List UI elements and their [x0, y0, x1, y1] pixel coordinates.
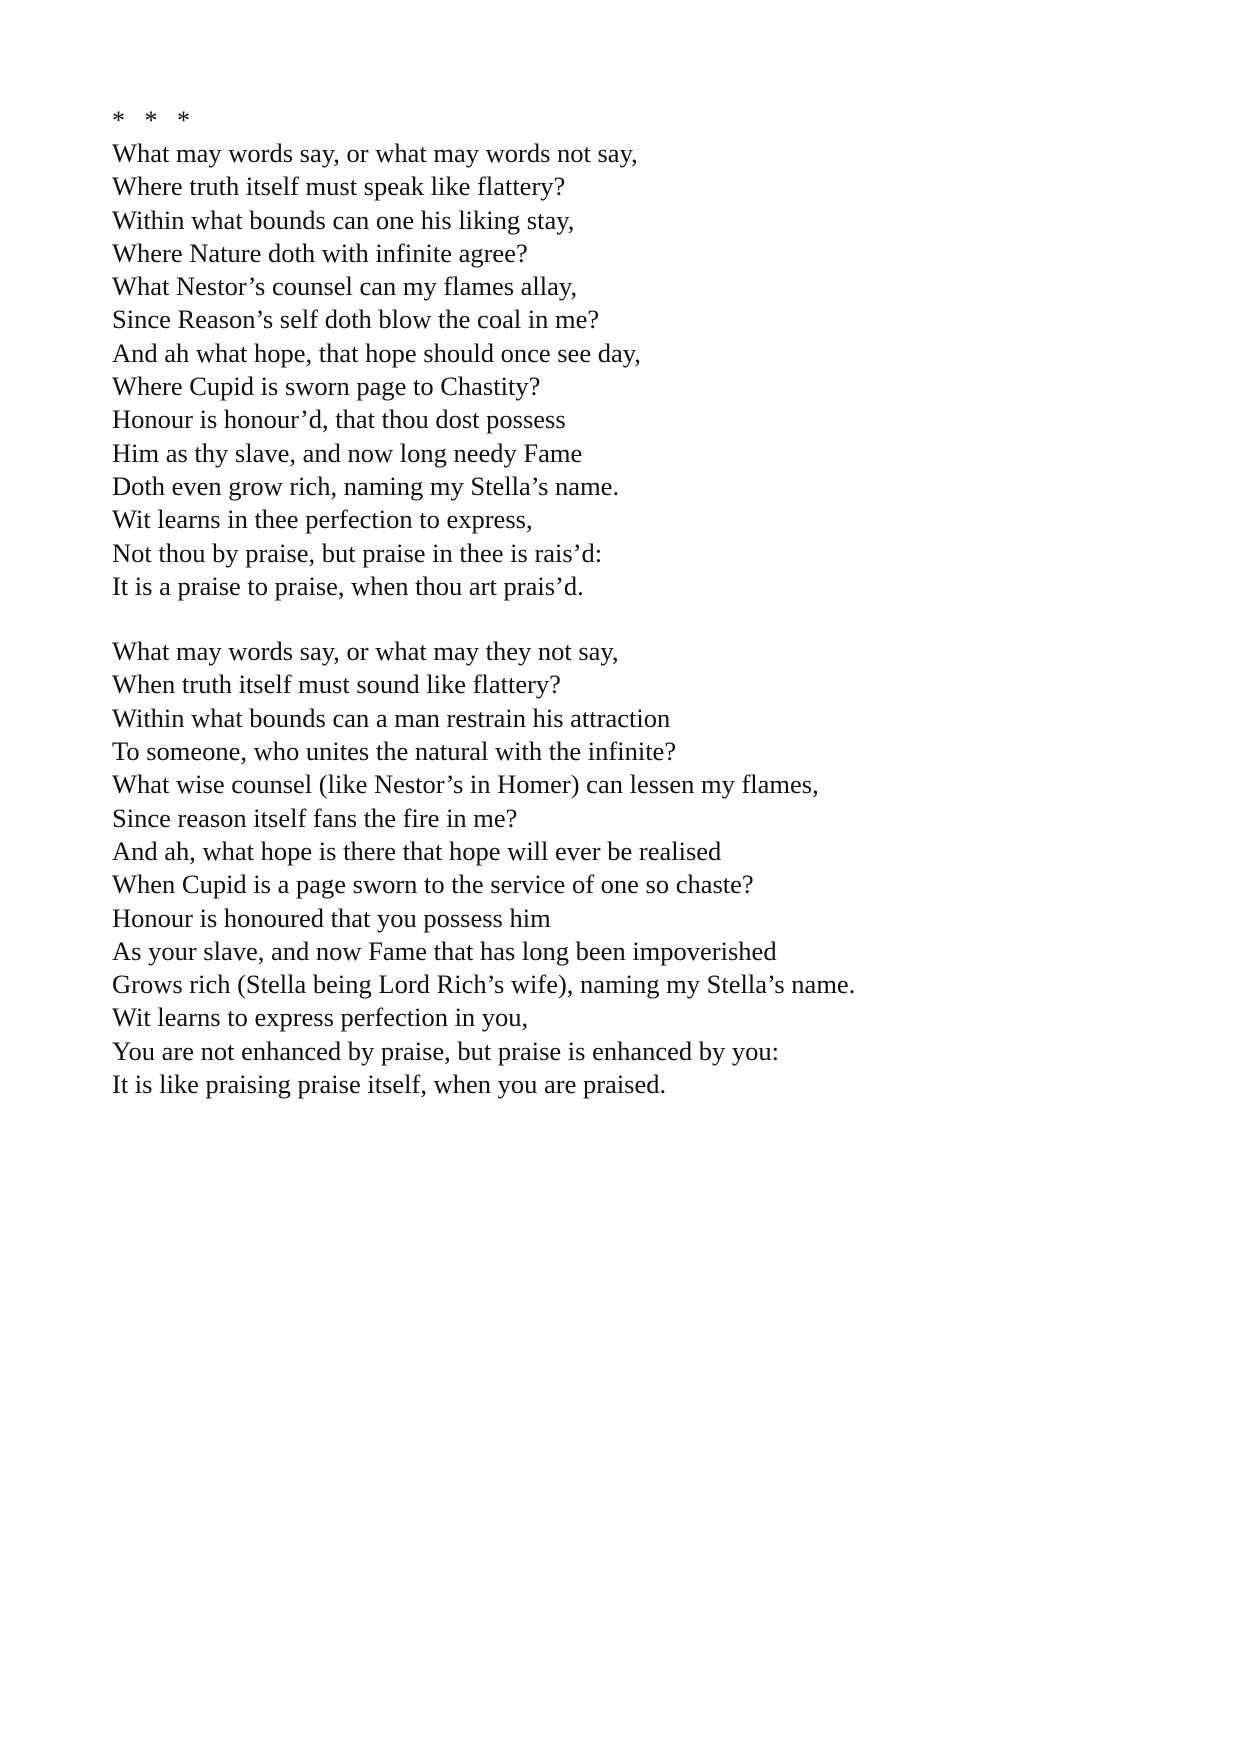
poem-line: Wit learns in thee perfection to express,	[112, 504, 533, 535]
poem-line: What may words say, or what may words not say,	[112, 138, 638, 168]
poem-line: What Nestor’s counsel can my flames allay,	[112, 271, 578, 302]
poem-line: It is a praise to praise, when thou art prais’d.	[112, 570, 584, 601]
paraphrase-line: Wit learns to express perfection in you,	[112, 1002, 529, 1033]
paraphrase-line: Grows rich (Stella being Lord Rich’s wife), naming my Stella’s name.	[112, 969, 856, 1000]
paraphrase-line: To someone, who unites the natural with the infinite?	[112, 736, 677, 767]
paraphrase-line: Honour is honoured that you possess him	[112, 902, 551, 933]
poem-line: Not thou by praise, but praise in thee is rais’d:	[112, 537, 603, 568]
paraphrase-line: And ah, what hope is there that hope will ever be realised	[112, 835, 722, 866]
section-ornament: * * *	[112, 106, 190, 135]
paraphrase-line: Since reason itself fans the fire in me?	[112, 802, 518, 833]
paraphrase-line: When Cupid is a page sworn to the service of one so chaste?	[112, 869, 754, 900]
poem-line: Doth even grow rich, naming my Stella’s name.	[112, 470, 620, 501]
paraphrase-line: As your slave, and now Fame that has long been impoverished	[112, 935, 777, 966]
paraphrase-line: What wise counsel (like Nestor’s in Homer) can lessen my flames,	[112, 769, 819, 800]
poem-line: Where Cupid is sworn page to Chastity?	[112, 371, 541, 402]
poem-line: Within what bounds can one his liking stay,	[112, 204, 575, 235]
poem-line: Honour is honour’d, that thou dost possess	[112, 404, 566, 435]
paraphrase-line: Within what bounds can a man restrain his attraction	[112, 702, 671, 733]
poem-line: Him as thy slave, and now long needy Fame	[112, 437, 583, 468]
paraphrase-line: It is like praising praise itself, when you are praised.	[112, 1069, 667, 1100]
poem-line: Since Reason’s self doth blow the coal in me?	[112, 304, 600, 335]
paraphrase-line: You are not enhanced by praise, but praise is enhanced by you:	[112, 1035, 779, 1066]
poem-content	[112, 104, 1142, 1101]
poem-line: And ah what hope, that hope should once see day,	[112, 337, 641, 368]
poem-line: Where Nature doth with infinite agree?	[112, 237, 528, 268]
paraphrase-line: What may words say, or what may they not say,	[112, 636, 619, 667]
paraphrase-line: When truth itself must sound like flattery?	[112, 669, 561, 700]
original-sonnet	[112, 137, 1142, 603]
poem-line: Where truth itself must speak like flattery?	[112, 171, 566, 202]
modern-paraphrase	[112, 635, 1142, 1101]
